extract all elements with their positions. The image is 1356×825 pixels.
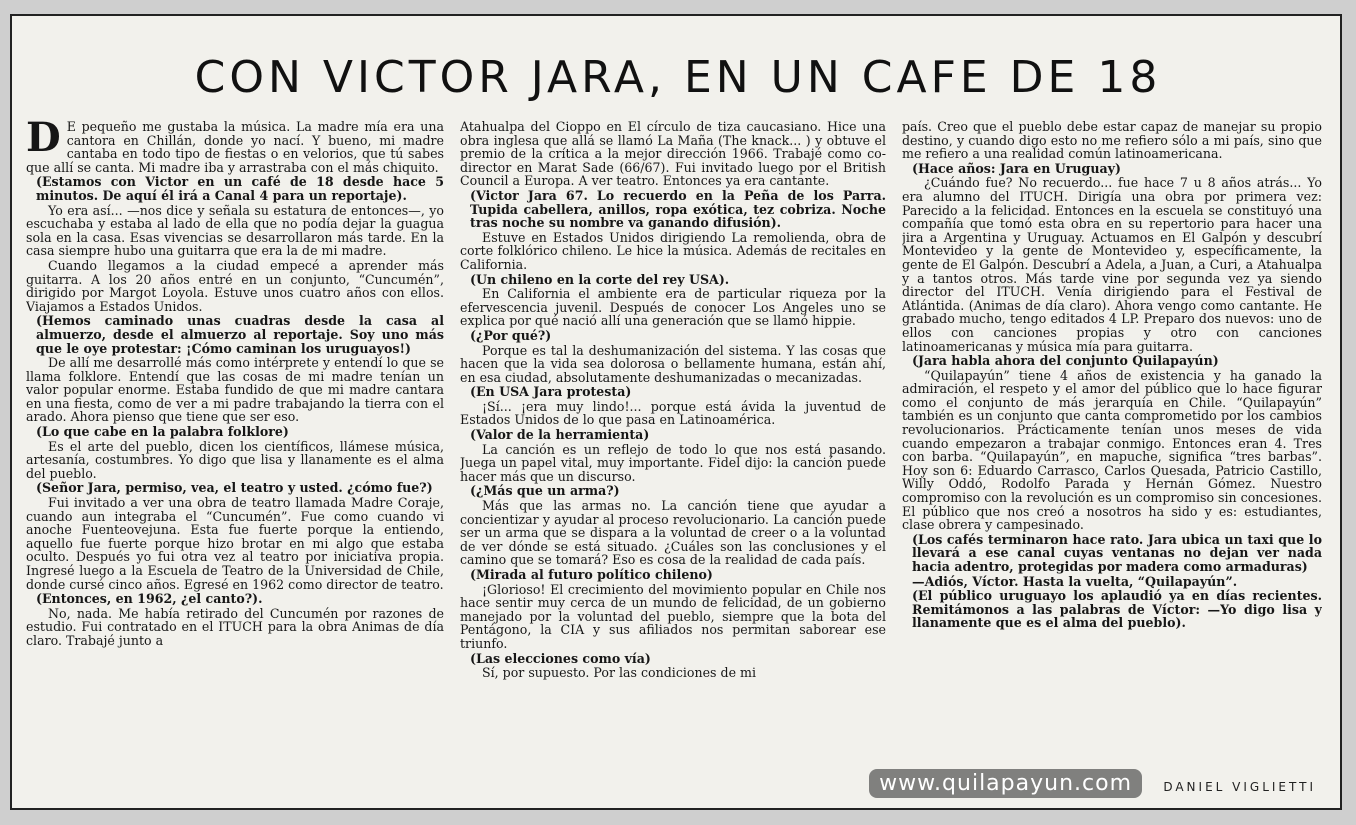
paragraph-text: (Las elecciones como vía) xyxy=(470,650,651,666)
interviewer-note xyxy=(902,354,1322,368)
paragraph-text: —Adiós, Víctor. Hasta la vuelta, “Quilapayún”. xyxy=(912,573,1238,589)
paragraph-text: Estuve en Estados Unidos dirigiendo La remolienda, obra de corte folklórico chileno. Le hice la música. Además de recitales en California. xyxy=(460,229,886,272)
paragraph-text: Sí, por supuesto. Por las condiciones de mi xyxy=(482,665,757,681)
paragraph-text: La canción es un reflejo de todo lo que nos está pasando. Juega un papel vital, muy importante. Fidel dijo: la canción puede hacer más que un discurso. xyxy=(460,441,886,484)
paragraph xyxy=(460,499,886,567)
paragraph xyxy=(26,120,444,174)
paragraph-text: En California el ambiente era de particular riqueza por la efervescencia juvenil. Después de conocer Los Angeles uno se explica por qué nació allí una generación que se llamó hippie. xyxy=(460,286,886,329)
paragraph-text: ¡Glorioso! El crecimiento del movimiento popular en Chile nos hace sentir muy cerca de un mundo de felicidad, de un gobierno manejado por la voluntad del pueblo, siempre que la bota del Pentágono, la CIA y sus afiliados nos permitan saborear ese triunfo. xyxy=(460,581,886,651)
paragraph-text: (¿Por qué?) xyxy=(470,327,552,343)
paragraph xyxy=(26,259,444,313)
paragraph-text: (Entonces, en 1962, ¿el canto?). xyxy=(36,591,263,607)
paragraph-text: (Jara habla ahora del conjunto Quilapayún) xyxy=(912,353,1219,369)
interviewer-note xyxy=(460,484,886,498)
column-1 xyxy=(26,120,444,800)
paragraph-text: ¿Cuándo fue? No recuerdo... fue hace 7 u 8 años atrás... Yo era alumno del ITUCH. Dirigía una obra por primera vez: Parecido a la felicidad. Entonces en la escuela se constituyó una compañía que tomó esta obra en su repertorio para hacer una jira a Argentina y Uruguay. Actuamos en El Galpón y descubrí Montevideo y la gente de Montevideo y, específicamente, la gente de El Galpón. Descubrí a Adela, a Juan, a Curi, a Atahualpa y a tantos otros. Más tarde vine por segunda vez ya siendo director del ITUCH. Venía dirigiendo para el Festival de Atlántida. (Animas de día claro). Ahora vengo como cantante. He grabado mucho, tengo editados 4 LP. Preparo dos nuevos: uno de ellos con canciones propias y otro con canciones latinoamericanas y música mía para guitarra. xyxy=(902,175,1322,354)
column-2 xyxy=(460,120,886,800)
interviewer-note xyxy=(460,568,886,582)
paragraph-text: (En USA Jara protesta) xyxy=(470,384,632,400)
paragraph-text: (Hace años: Jara en Uruguay) xyxy=(912,160,1121,176)
paragraph-text: E pequeño me gustaba la música. La madre mía era una cantora en Chillán, donde yo nací. Y bueno, mi madre cantaba en todo tipo de fiestas o en velorios, que tú sabes que allí se canta. Mi madre iba y arrastraba con el más chiquito. xyxy=(26,120,444,175)
paragraph-text: (Estamos con Victor en un café de 18 desde hace 5 minutos. De aquí él irá a Canal 4 para un reportaje). xyxy=(36,174,444,203)
paragraph xyxy=(460,231,886,272)
interviewer-note xyxy=(460,652,886,666)
paragraph-text: (Hemos caminado unas cuadras desde la casa al almuerzo, desde el almuerzo al reportaje. Soy uno más que le oye protestar: ¡Cómo caminan los uruguayos!) xyxy=(36,313,444,356)
interviewer-note xyxy=(460,189,886,230)
paragraph xyxy=(460,583,886,651)
paragraph xyxy=(460,120,886,188)
paragraph xyxy=(902,369,1322,532)
interviewer-note xyxy=(26,314,444,355)
interviewer-note xyxy=(26,175,444,202)
newspaper-clipping xyxy=(10,14,1342,810)
byline: DANIEL VIGLIETTI xyxy=(1163,780,1316,794)
paragraph xyxy=(26,356,444,424)
paragraph-text: (Victor Jara 67. Lo recuerdo en la Peña de los Parra. Tupida cabellera, anillos, ropa exótica, tez cobriza. Noche tras noche su nombre va ganando difusión). xyxy=(470,187,886,231)
interviewer-note xyxy=(460,385,886,399)
paragraph-text: Fui invitado a ver una obra de teatro llamada Madre Coraje, cuando aun integraba el “Cuncumén”. Fue como cuando vi anoche Fuenteovejuna. Esta fue fuerte porque la entiendo, aquello fue fuerte porque hizo brotar en mi algo que estaba oculto. Después yo fui otra vez al teatro por iniciativa propia. Ingresé luego a la Escuela de Teatro de la Universidad de Chile, donde cursé cinco años. Egresé en 1962 como director de teatro. xyxy=(26,495,444,592)
paragraph-text: (Un chileno en la corte del rey USA). xyxy=(470,271,730,287)
paragraph-text: Más que las armas no. La canción tiene que ayudar a concientizar y ayudar al proceso revolucionario. La canción puede ser un arma que se dispara a la voluntad de creer o a la voluntad de ver dónde se está situado. ¿Cuáles son las conclusiones y el camino que se tomará? Eso es cosa de la realidad de cada país. xyxy=(460,498,886,568)
interviewer-note xyxy=(460,329,886,343)
interviewer-note xyxy=(26,425,444,439)
paragraph xyxy=(26,204,444,258)
interviewer-note xyxy=(26,592,444,606)
paragraph xyxy=(460,666,886,680)
paragraph xyxy=(902,120,1322,161)
paragraph xyxy=(902,176,1322,353)
paragraph xyxy=(26,440,444,481)
paragraph-text: (Los cafés terminaron hace rato. Jara ubica un taxi que lo llevará a ese canal cuyas ventanas no dejan ver nada hacia adentro, protegidas por madera como armaduras) xyxy=(912,531,1322,574)
paragraph-text: Es el arte del pueblo, dicen los científicos, llámese música, artesanía, costumbres. Yo digo que lisa y llanamente es el alma del pueblo. xyxy=(26,438,444,481)
interviewer-note xyxy=(902,589,1322,630)
paragraph-text: país. Creo que el pueblo debe estar capaz de manejar su propio destino, y cuando digo esto no me refiero sólo a mi país, sino que me refiero a una realidad común latinoamericana. xyxy=(902,120,1322,162)
interviewer-note xyxy=(902,162,1322,176)
interviewer-note xyxy=(902,533,1322,574)
article-title: CON VICTOR JARA, EN UN CAFE DE 18 xyxy=(194,52,1162,103)
watermark: www.quilapayun.com xyxy=(869,769,1142,798)
paragraph-text: (¿Más que un arma?) xyxy=(470,483,620,499)
paragraph-text: (Mirada al futuro político chileno) xyxy=(470,567,713,582)
paragraph-text: (Señor Jara, permiso, vea, el teatro y usted. ¿cómo fue?) xyxy=(36,480,433,496)
interviewer-note xyxy=(902,575,1322,589)
interviewer-note xyxy=(26,481,444,495)
paragraph xyxy=(460,344,886,385)
paragraph-text: Porque es tal la deshumanización del sistema. Y las cosas que hacen que la vida sea dolorosa o bellamente humana, están ahí, en esa ciudad, absolutamente deshumanizadas o mecanizadas. xyxy=(460,342,886,385)
paragraph-text: ¡Sí... ¡era muy lindo!... porque está ávida la juventud de Estados Unidos de lo que pasa en Latinoamérica. xyxy=(460,398,886,428)
paragraph-text: De allí me desarrollé más como intérprete y entendí lo que se llama folklore. Entendí que las cosas de mi madre tenían un valor popular enorme. Estaba fundido de que mi madre cantara en una fiesta, como de ver a mi padre trabajando la tierra con el arado. Ahora pienso que tiene que ser eso. xyxy=(26,355,444,425)
paragraph-text: Atahualpa del Cioppo en El círculo de tiza caucasiano. Hice una obra inglesa que allá se llamó La Maña (The knack... ) y obtuve el premio de la crítica a la mejor dirección 1966. Trabajé como co-director en Marat Sade (66/67). Fui invitado luego por el British Council a Europa. A ver teatro. Entonces ya era cantante. xyxy=(460,120,886,189)
paragraph-text: Cuando llegamos a la ciudad empecé a aprender más guitarra. A los 20 años entré en un conjunto, “Cuncumén”, dirigido por Margot Loyola. Estuve unos cuatro años con ellos. Viajamos a Estados Unidos. xyxy=(26,257,444,314)
paragraph xyxy=(26,607,444,648)
drop-cap: D xyxy=(26,120,61,161)
paragraph-text: Yo era así... —nos dice y señala su estatura de entonces—, yo escuchaba y estaba al lado de ella que no podía dejar la guagua sola en la casa. Esas vivencias se desarrollaron más tarde. En la casa siempre hubo una guitarra que era la de mi madre. xyxy=(26,202,444,259)
paragraph-text: (El público uruguayo los aplaudió ya en días recientes. Remitámonos a las palabras de Víctor: —Yo digo lisa y llanamente que es el alma del pueblo). xyxy=(912,588,1322,631)
paragraph xyxy=(460,400,886,427)
column-3 xyxy=(902,120,1322,800)
interviewer-note xyxy=(460,428,886,442)
paragraph-text: (Lo que cabe en la palabra folklore) xyxy=(36,424,289,440)
paragraph xyxy=(26,496,444,591)
paragraph xyxy=(460,443,886,484)
interviewer-note xyxy=(460,273,886,287)
paragraph-text: (Valor de la herramienta) xyxy=(470,427,650,443)
paragraph-text: No, nada. Me había retirado del Cuncumén por razones de estudio. Fui contratado en el ITUCH para la obra Animas de día claro. Trabajé junto a xyxy=(26,605,444,648)
paragraph-text: “Quilapayún” tiene 4 años de existencia y ha ganado la admiración, el respeto y el amor del público que lo hace figurar como el conjunto de más jerarquía en Chile. “Quilapayún” también es un conjunto que canta comprometido por los cambios revolucionarios. Prácticamente tenían unos meses de vida cuando empezaron a trabajar conmigo. Entonces eran 4. Tres con barba. “Quilapayún”, en mapuche, significa “tres barbas”. Hoy son 6: Eduardo Carrasco, Carlos Quesada, Patricio Castillo, Willy Oddó, Rodolfo Parada y Hernán Gómez. Nuestro compromiso con la revolución es un compromiso sin concesiones. El público que nos creó a nosotros ha sido y es: estudiantes, clase obrera y campesinado. xyxy=(902,367,1322,533)
paragraph xyxy=(460,287,886,328)
